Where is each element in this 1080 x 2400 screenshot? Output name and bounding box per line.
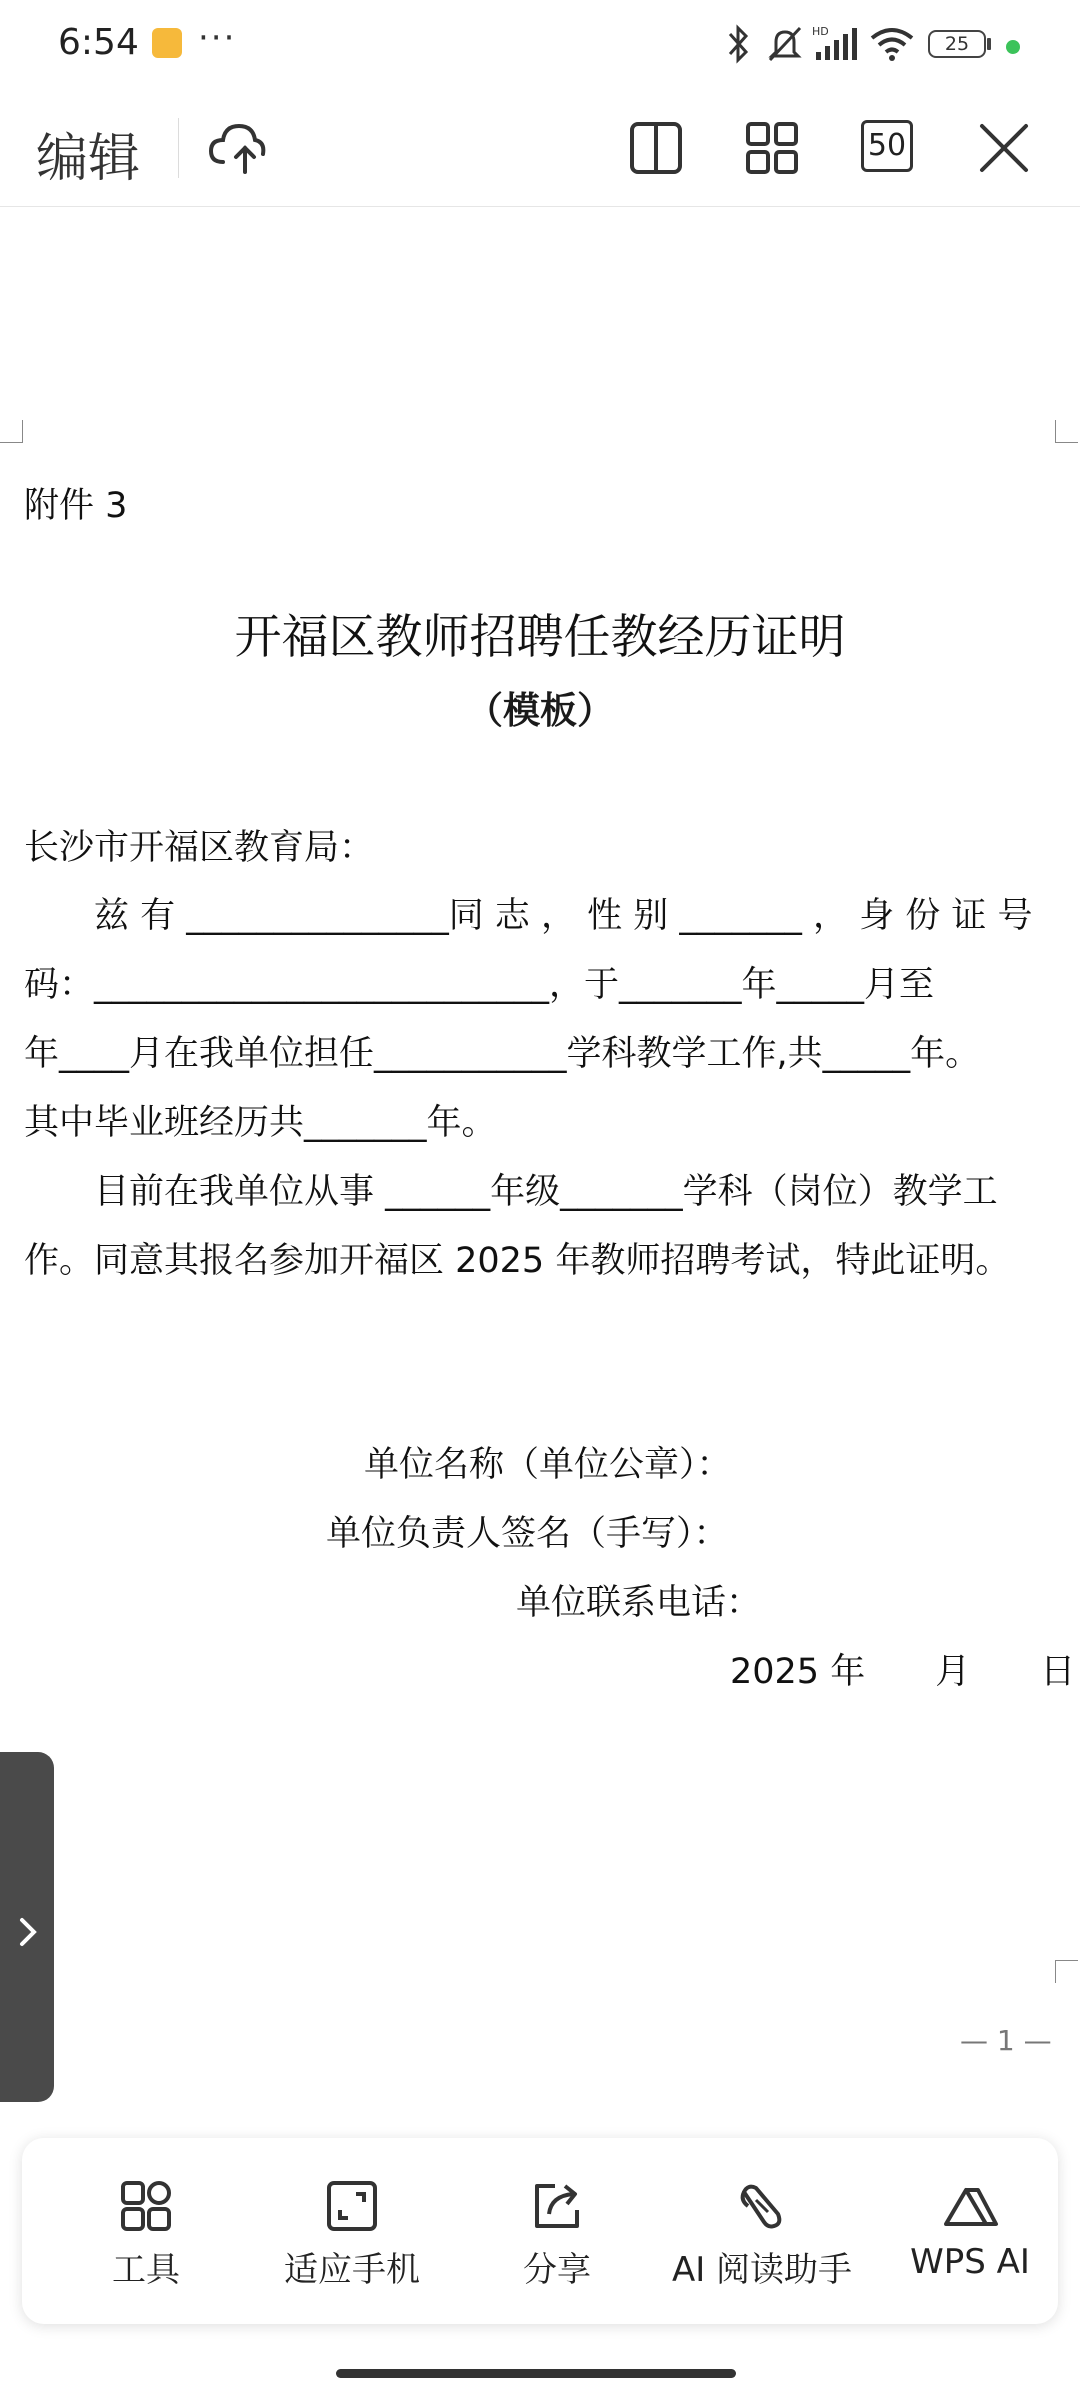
body-text-line: 年____月在我单位担任___________学科教学工作,共_____年。 [24, 1034, 981, 1074]
wps-ai-button[interactable] [882, 2138, 1058, 2324]
cellular-signal-icon [812, 24, 860, 64]
mute-bell-icon [766, 24, 804, 64]
body-text-line: 兹 有 _______________同 志 ， 性 别 _______ ， 身 份 证 号 [24, 896, 1033, 936]
ai-reading-icon [734, 2178, 790, 2234]
page-corner-mark [1055, 1960, 1078, 1983]
body-text-line: 其中毕业班经历共_______年。 [24, 1103, 497, 1143]
status-bar [0, 0, 1080, 92]
fit-phone-button[interactable] [252, 2138, 452, 2324]
page-corner-mark [0, 420, 23, 443]
home-indicator[interactable] [336, 2369, 736, 2378]
addressee-line: 长沙市开福区教育局： [24, 828, 375, 868]
attachment-label: 附件 3 [24, 486, 128, 526]
edit-button[interactable]: 编辑 [36, 129, 141, 189]
toolbar-divider [178, 118, 179, 178]
tools-button[interactable] [66, 2138, 226, 2324]
share-label: 分享 [523, 2250, 591, 2290]
signature-unit-name: 单位名称（单位公章）： [364, 1445, 732, 1485]
tools-label: 工具 [112, 2250, 180, 2290]
share-button[interactable] [477, 2138, 637, 2324]
tools-icon [118, 2178, 174, 2234]
privacy-indicator-dot [1006, 40, 1020, 54]
page-corner-mark [1055, 420, 1078, 443]
status-time: 6:54 [58, 22, 139, 63]
cloud-upload-icon[interactable] [205, 116, 269, 180]
battery-icon: 25 [928, 30, 986, 58]
chevron-right-icon [16, 1912, 40, 1952]
bottom-action-bar [22, 2138, 1058, 2324]
signature-date: 2025 年 月 日 [730, 1652, 1076, 1692]
share-icon [529, 2178, 585, 2234]
signature-phone: 单位联系电话： [516, 1583, 762, 1623]
page-count-button[interactable]: 50 [861, 120, 913, 172]
grid-view-icon[interactable] [744, 120, 800, 176]
svg-text:HD: HD [812, 25, 829, 38]
wps-ai-label: WPS AI [910, 2242, 1030, 2282]
notification-app-icon [152, 28, 182, 58]
fit-screen-icon [324, 2178, 380, 2234]
signature-head: 单位负责人签名（手写）： [326, 1514, 729, 1554]
wifi-icon [870, 26, 914, 62]
document-subtitle: （模板） [466, 689, 614, 732]
split-view-icon[interactable] [628, 120, 684, 176]
close-icon[interactable] [976, 120, 1032, 176]
body-text-line: 作。同意其报名参加开福区 2025 年教师招聘考试，特此证明。 [24, 1241, 1011, 1281]
more-notifications-icon: ··· [198, 18, 237, 58]
wps-ai-icon [940, 2178, 1000, 2234]
body-text-line: 目前在我单位从事 ______年级_______学科（岗位）教学工 [24, 1172, 998, 1212]
ai-reading-assistant-button[interactable] [642, 2138, 882, 2324]
battery-tip [987, 38, 991, 50]
page-number: — 1 — [960, 2024, 1052, 2057]
fit-phone-label: 适应手机 [284, 2250, 420, 2290]
document-title: 开福区教师招聘任教经历证明 [234, 610, 846, 665]
top-toolbar [0, 100, 1080, 207]
body-text-line: 码：__________________________，于_______年_____月至 [24, 965, 935, 1005]
ai-reading-label: AI 阅读助手 [671, 2250, 853, 2290]
bluetooth-icon [724, 24, 752, 64]
